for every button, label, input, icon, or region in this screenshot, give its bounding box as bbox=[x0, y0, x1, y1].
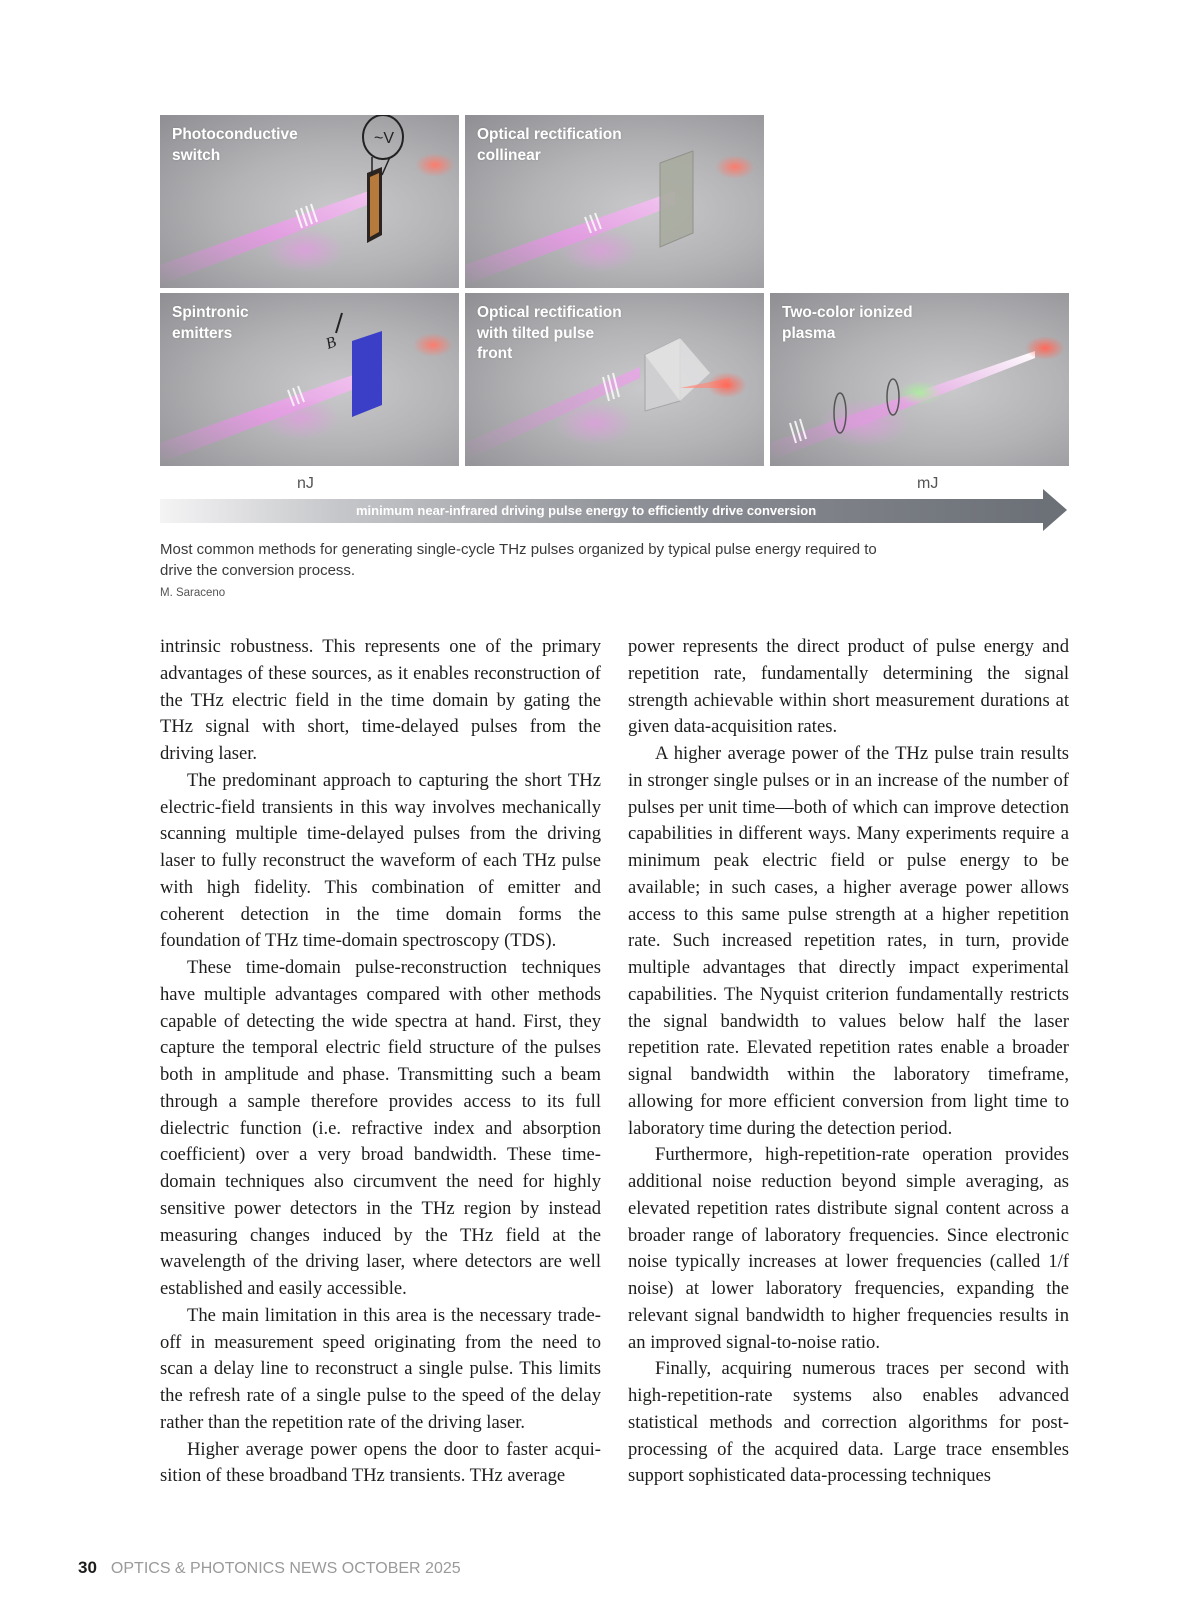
pump-beam bbox=[160, 187, 380, 285]
second-harmonic-glow bbox=[898, 381, 942, 405]
paragraph: A higher average power of the THz pulse train results in stronger single pulses or in an increase of the number of pulses per unit time—both of which can improve detection capabilities in different ways. Many experiments require a minimum peak electric field or pulse energy to be available; in such cases, a higher average power allows access to this same pulse strength at a higher repetition rate. Such increased repetition rates, in turn, provide multiple advantages that directly impact experimental capabilities. The Nyquist criterion fundamentally restricts the signal bandwidth to values below half the laser repetition rate. Elevated repetition rates enable a broader signal bandwidth within the laboratory timeframe, allowing for more efficient conversion from light time to laboratory time during the detection period. bbox=[628, 743, 1069, 1139]
nonlinear-crystal bbox=[660, 151, 693, 247]
laser-pulse bbox=[715, 155, 755, 179]
right-column bbox=[628, 634, 1069, 1490]
panel-label: Optical rectification with tilted pulse front bbox=[477, 304, 622, 362]
panel-label: Photoconductive switch bbox=[172, 126, 298, 164]
paragraph: The predominant approach to capturing the short THz electric-field transients in this way involves mechanically scanning multiple time-delayed pulses from the driving laser to fully reconstruct the waveform of each THz pulse with high fidelity. This combination of emitter and coherent detection in the time domain forms the foundation of THz time-domain spectroscopy (TDS). bbox=[160, 769, 601, 952]
scale-high-label: mJ bbox=[917, 475, 939, 492]
panel-photoconductive-switch bbox=[160, 115, 459, 288]
switch-electrodes bbox=[370, 173, 379, 237]
energy-arrow-label: minimum near-infrared driving pulse energy to efficiently drive conversion bbox=[356, 503, 817, 518]
thz-glow bbox=[260, 396, 340, 440]
energy-arrow-head bbox=[1043, 489, 1067, 531]
thz-glow bbox=[820, 399, 910, 447]
panel-spintronic bbox=[160, 293, 459, 466]
panel-or-tilted bbox=[465, 293, 764, 466]
left-column bbox=[160, 634, 601, 1490]
page-footer bbox=[78, 1558, 461, 1578]
panel-or-collinear bbox=[465, 115, 764, 288]
thz-glow bbox=[560, 228, 640, 272]
paragraph: The main limitation in this area is the necessary trade-off in measurement speed originating from the need to scan a delay line to reconstruct a single pulse. This limits the refresh rate of a single pulse to the speed of the delay rather than the repetition rate of the driving laser. bbox=[160, 1304, 601, 1433]
paragraph: Finally, acquiring numerous traces per second with high-repetition-rate systems also enables advanced statistical methods and correction algorithms for post-processing of the acquired data. Large trace ensembles support sophisticated data-processing techniques bbox=[628, 1358, 1069, 1487]
svg-text:B: B bbox=[323, 333, 339, 353]
scale-low-label: nJ bbox=[297, 475, 314, 492]
paragraph: intrinsic robustness. This represents one of the primary advantages of these sources, as it enables reconstruction of the THz electric field in the time domain by gating the THz signal with short, time-delayed pulses from the driving laser. bbox=[160, 636, 601, 764]
b-field-arrow bbox=[336, 313, 342, 333]
laser-pulse bbox=[1025, 336, 1065, 360]
figure-credit: M. Saraceno bbox=[160, 587, 226, 599]
plasma-beam bbox=[770, 351, 1035, 461]
paragraph: power represents the direct product of pulse energy and repetition rate, fundamentally determining the signal strength achievable within short measurement durations at given data-acquisition rates. bbox=[628, 636, 1069, 738]
spintronic-plate bbox=[352, 331, 382, 417]
panel-label: Spintronic emitters bbox=[172, 304, 249, 342]
panel-two-color-plasma bbox=[770, 293, 1069, 466]
publication-name: OPTICS & PHOTONICS NEWS OCTOBER 2025 bbox=[110, 1560, 461, 1577]
panel-label: Optical rectification collinear bbox=[477, 126, 622, 164]
paragraph: Furthermore, high-repetition-rate operation provides additional noise reduction beyond simple averaging, as elevated repetition rates distribute signal content across a broader range of laboratory frequencies. Since electronic noise typically increases at lower frequencies (called 1/f noise) at lower laboratory frequencies, expanding the relevant signal bandwidth to higher frequencies results in an improved signal-to-noise ratio. bbox=[628, 1144, 1069, 1353]
paragraph: Higher average power opens the door to faster acquisition of these broadband THz transients. THz average bbox=[160, 1438, 601, 1487]
page-number: 30 bbox=[78, 1558, 97, 1577]
laser-pulse bbox=[413, 333, 453, 357]
laser-pulse bbox=[707, 372, 747, 398]
panel-label: Two-color ionized plasma bbox=[782, 304, 913, 342]
paragraph: These time-domain pulse-reconstruction techniques have multiple advantages compared with other methods capable of detecting the wide spectra at hand. First, they capture the temporal electric field structure of the pulses both in amplitude and phase. Transmitting such a beam through a sample therefore provides access to its full dielectric function (i.e. refractive index and absorption coefficient) over a very broad bandwidth. These time-domain techniques also circumvent the need for highly sensitive power detectors in the THz region by instead measuring changes induced by the THz field at the wavelength of the driving laser, where detectors are well established and easily accessible. bbox=[160, 957, 601, 1299]
laser-pulse bbox=[415, 153, 455, 177]
thz-glow bbox=[555, 401, 635, 445]
figure-caption: Most common methods for generating single-cycle THz pulses organized by typical pulse energy required to drive the conversion process. bbox=[160, 541, 877, 579]
thz-glow bbox=[265, 228, 345, 272]
svg-text:~V: ~V bbox=[374, 130, 395, 147]
